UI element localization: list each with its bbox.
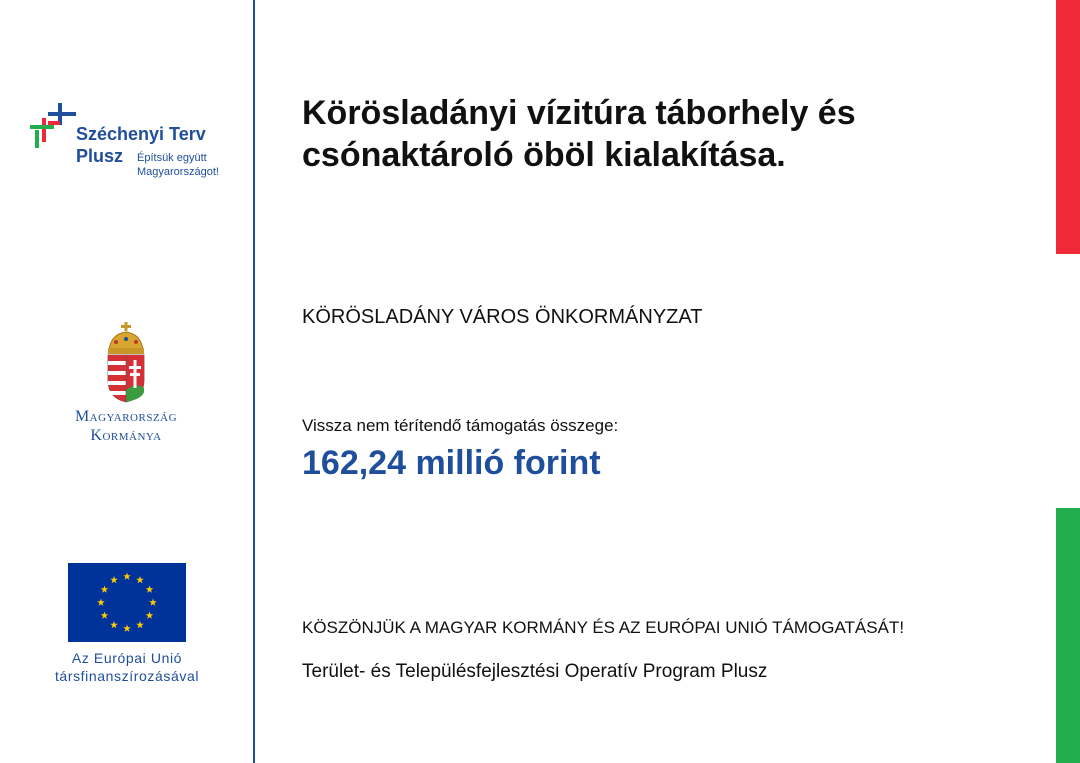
program-name: Terület- és Településfejlesztési Operatív Program Plusz <box>302 661 768 682</box>
flag-stripe-green <box>1056 508 1080 763</box>
eu-flag-icon <box>68 563 186 642</box>
szechenyi-slogan-line1: Építsük együtt <box>137 152 207 164</box>
beneficiary-name: KÖRÖSLADÁNY VÁROS ÖNKORMÁNYZAT <box>302 306 703 328</box>
eu-cofinancing-line1: Az Európai Unió <box>71 650 183 666</box>
support-amount-value: 162,24 millió forint <box>302 444 601 482</box>
government-name-line2: Kormánya <box>90 427 162 444</box>
vertical-divider <box>253 0 255 763</box>
support-amount-label: Vissza nem térítendő támogatás összege: <box>302 416 619 435</box>
flag-stripe-red <box>1056 0 1080 254</box>
szechenyi-name-line2: Plusz <box>76 146 124 166</box>
government-name-line1: Magyarország <box>74 408 178 425</box>
szechenyi-slogan-line2: Magyarországot! <box>137 166 219 178</box>
thanks-text: KÖSZÖNJÜK A MAGYAR KORMÁNY ÉS AZ EURÓPAI UNIÓ TÁMOGATÁSÁT! <box>302 618 905 637</box>
szechenyi-cross-icon <box>28 100 76 152</box>
eu-cofinancing-line2: társfinanszírozásával <box>54 668 200 684</box>
hungarian-coat-of-arms-icon <box>104 322 148 404</box>
project-title: Körösladányi vízitúra táborhely és csónaktároló öböl kialakítása. <box>302 94 856 174</box>
szechenyi-name-line1: Széchenyi Terv <box>76 124 206 144</box>
szechenyi-terv-plusz-logo <box>28 100 238 184</box>
